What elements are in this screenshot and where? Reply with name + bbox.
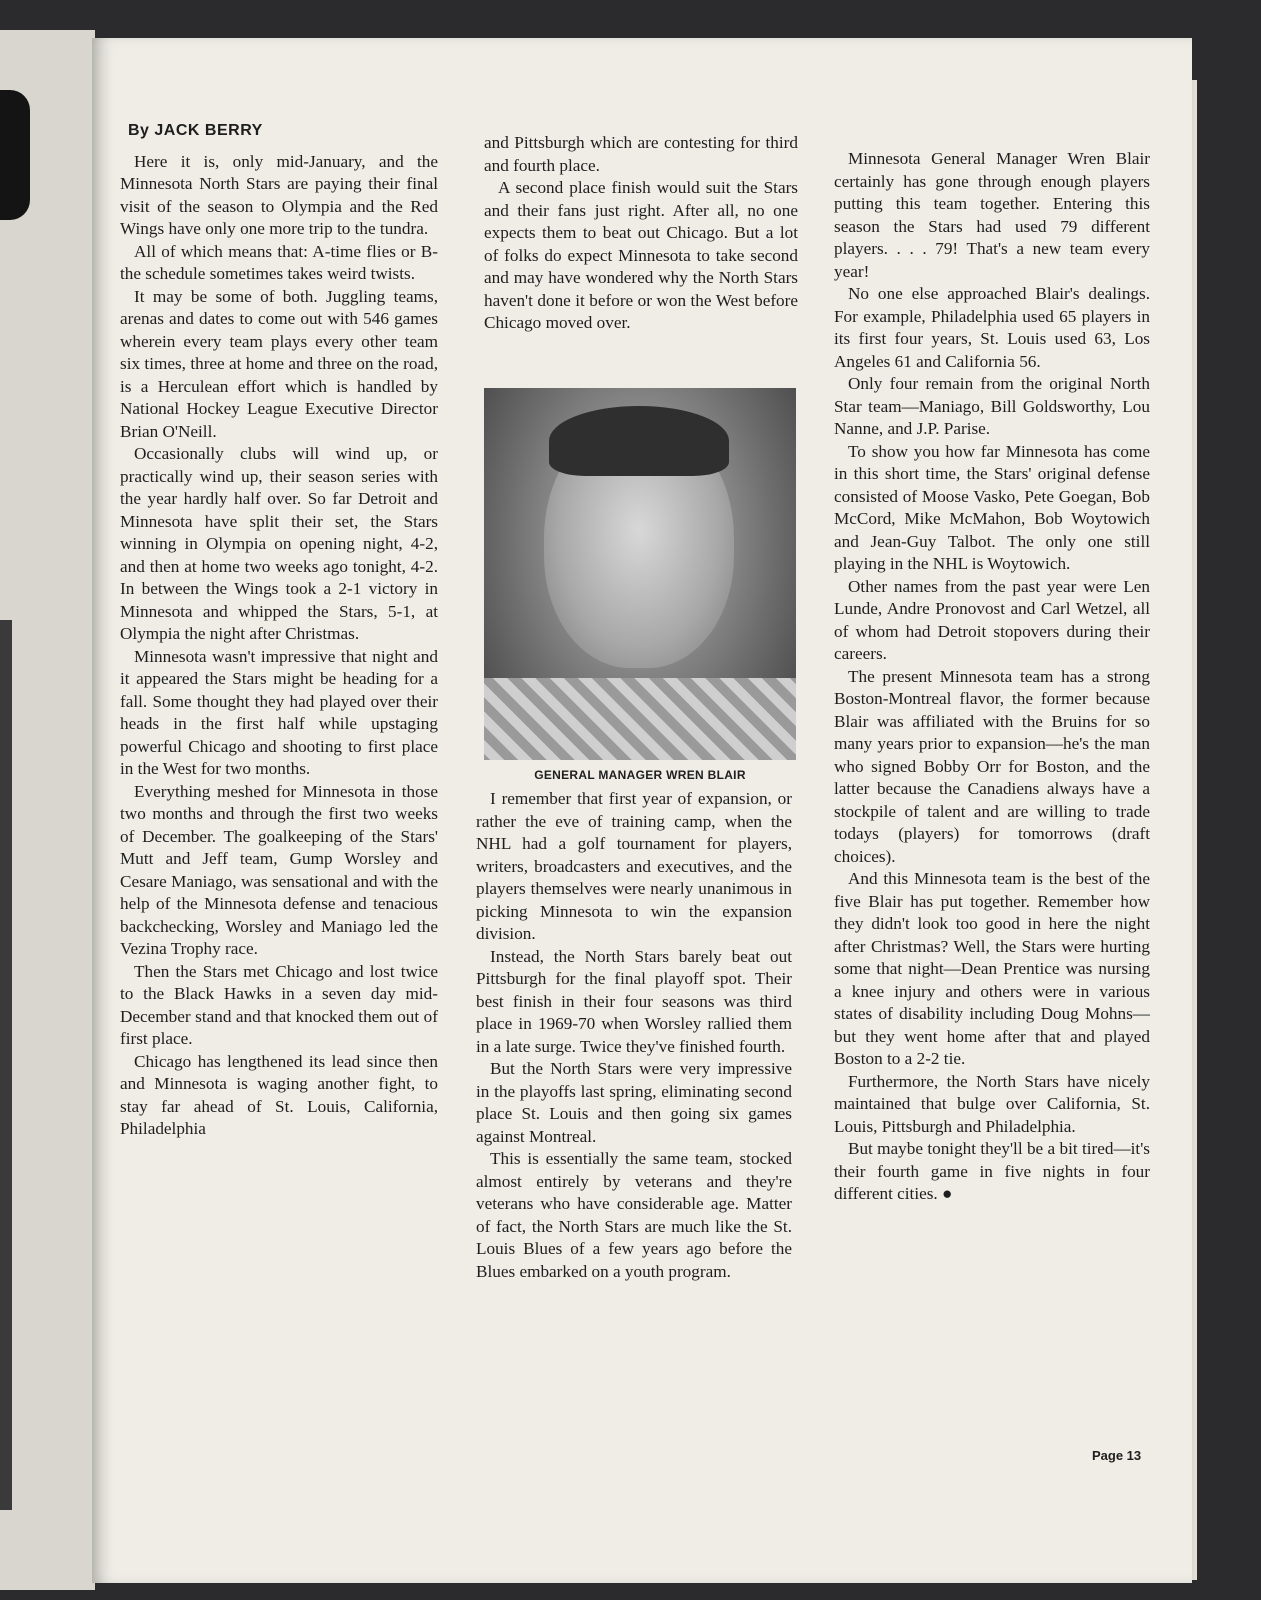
paragraph: Then the Stars met Chicago and lost twice to the Black Hawks in a seven day mid-December stand and that knocked them out of first place. <box>120 961 438 1048</box>
paragraph: I remember that first year of expansion, or rather the eve of training camp, when the NHL had a golf tournament for players, writers, broadcasters and executives, and the players themselves were nearly unanimous in picking Minnesota to win the expansion division. <box>476 789 792 943</box>
paragraph: But the North Stars were very impressive in the playoffs last spring, eliminating second place St. Louis and then going six games against Montreal. <box>476 1059 792 1146</box>
paragraph: Minnesota wasn't impressive that night and it appeared the Stars might be heading for a fall. Some thought they had played over their heads in the first half while upstaging powerful Chicago and shooting to first place in the West for two months. <box>120 646 438 778</box>
paragraph: But maybe tonight they'll be a bit tired—it's their fourth game in five nights in four different cities. ● <box>834 1139 1150 1203</box>
paragraph: A second place finish would suit the Stars and their fans just right. After all, no one expects them to beat out Chicago. But a lot of folks do expect Minnesota to take second and may have wondered why the North Stars haven't done it before or won the West before Chicago moved over. <box>484 178 798 332</box>
article-column-2-top <box>484 132 798 335</box>
paragraph: Only four remain from the original North Star team—Maniago, Bill Goldsworthy, Lou Nanne, and J.P. Parise. <box>834 374 1150 438</box>
paragraph: And this Minnesota team is the best of the five Blair has put together. Remember how they didn't look too good in here the night after Christmas? Well, the Stars were hurting some that night—Dean Prentice was nursing a knee injury and others were in various states of disability including Doug Mohns—but they went home after that and played Boston to a 2-2 tie. <box>834 869 1150 1068</box>
page-number: Page 13 <box>1092 1448 1142 1463</box>
paragraph: Everything meshed for Minnesota in those two months and through the first two weeks of December. The goalkeeping of the Stars' Mutt and Jeff team, Gump Worsley and Cesare Maniago, was sensational and with the help of the Minnesota defense and tenacious backchecking, Worsley and Maniago led the Vezina Trophy race. <box>120 781 438 958</box>
paragraph: To show you how far Minnesota has come in this short time, the Stars' original defense consisted of Moose Vasko, Pete Goegan, Bob McCord, Mike McMahon, Bob Woytowich and Jean-Guy Talbot. The only one still playing in the NHL is Woytowich. <box>834 441 1150 573</box>
paragraph: All of which means that: A-time flies or B-the schedule sometimes takes weird twists. <box>120 241 438 283</box>
paragraph: Chicago has lengthened its lead since then and Minnesota is waging another fight, to stay far ahead of St. Louis, California, Philadelphia <box>120 1051 438 1138</box>
paragraph: Minnesota General Manager Wren Blair certainly has gone through enough players putting this team together. Entering this season the Stars had used 79 different players. . . . 79! That's a new team every year! <box>834 149 1150 281</box>
facing-page-letter <box>0 90 30 220</box>
paragraph: Occasionally clubs will wind up, or practically wind up, their season series with the year hardly half over. So far Detroit and Minnesota have split their set, the Stars winning in Olympia on opening night, 4-2, and then at home two weeks ago tonight, 4-2. In between the Wings took a 2-1 victory in Minnesota and whipped the Stars, 5-1, at Olympia the night after Christmas. <box>120 444 438 643</box>
paragraph: and Pittsburgh which are contesting for third and fourth place. <box>484 133 798 175</box>
facing-page-photo <box>0 620 12 1510</box>
paragraph: It may be some of both. Juggling teams, arenas and dates to come out with 546 games wherein every team plays every other team six times, three at home and three on the road, is a Herculean effort which is handled by National Hockey League Executive Director Brian O'Neill. <box>120 286 438 441</box>
paragraph: Other names from the past year were Len Lunde, Andre Pronovost and Carl Wetzel, all of whom had Detroit stopovers during their careers. <box>834 576 1150 663</box>
article-column-2-bottom <box>476 788 792 1283</box>
article-column-3 <box>834 148 1150 1206</box>
paragraph: This is essentially the same team, stocked almost entirely by veterans and they're veterans who have considerable age. Matter of fact, the North Stars are much like the St. Louis Blues of a few years ago before the Blues embarked on a youth program. <box>476 1149 792 1281</box>
facing-page <box>0 30 95 1590</box>
paragraph: Furthermore, the North Stars have nicely maintained that bulge over California, St. Louis, Pittsburgh and Philadelphia. <box>834 1071 1150 1136</box>
photo-shirt <box>484 678 796 760</box>
paragraph: The present Minnesota team has a strong Boston-Montreal flavor, the former because Blair was affiliated with the Bruins for so many years prior to expansion—he's the man who signed Bobby Orr for Boston, and the latter because the Canadiens always have a stockpile of talent and are willing to trade todays (players) for tomorrows (draft choices). <box>834 666 1150 866</box>
paragraph: No one else approached Blair's dealings. For example, Philadelphia used 65 players in its first four years, St. Louis used 63, Los Angeles 61 and California 56. <box>834 284 1150 371</box>
portrait-photo <box>484 388 796 760</box>
photo-caption: GENERAL MANAGER WREN BLAIR <box>534 768 746 782</box>
photo-hair <box>549 406 729 476</box>
byline: By JACK BERRY <box>128 122 263 139</box>
paragraph: Instead, the North Stars barely beat out Pittsburgh for the final playoff spot. Their best finish in their four seasons was third place in 1969-70 when Worsley rallied them in a late surge. Twice they've finished fourth. <box>476 946 792 1056</box>
paragraph: Here it is, only mid-January, and the Minnesota North Stars are paying their final visit of the season to Olympia and the Red Wings have only one more trip to the tundra. <box>120 151 438 238</box>
article-column-1 <box>120 120 438 1141</box>
